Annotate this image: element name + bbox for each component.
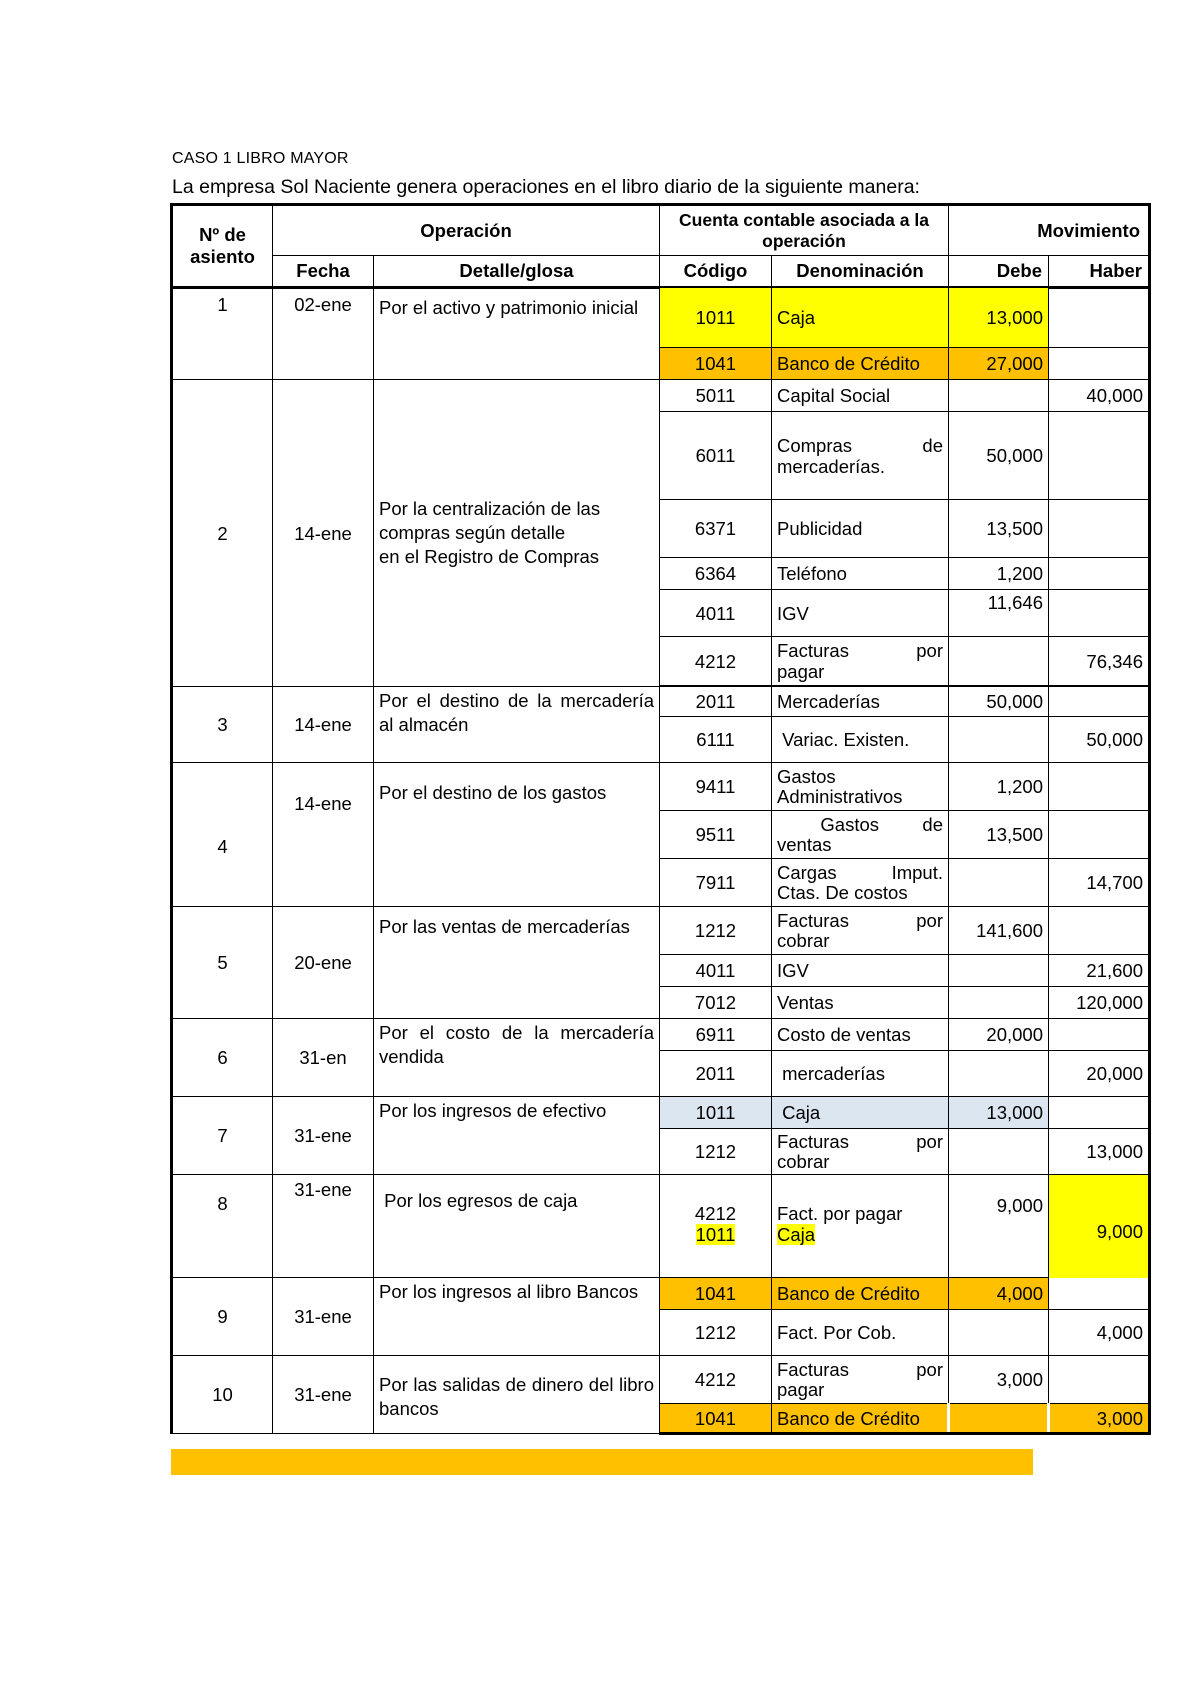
account-code: 6111 <box>660 717 772 763</box>
account-code: 7911 <box>660 859 772 907</box>
entry-detail: Por los ingresos de efectivo <box>374 1097 660 1175</box>
table-row <box>172 288 1150 348</box>
debit-amount: 20,000 <box>949 1019 1049 1051</box>
entry-date: 14-ene <box>273 687 374 763</box>
credit-amount <box>1049 558 1150 590</box>
table-row <box>172 907 1150 955</box>
account-name: mercaderías <box>772 1051 949 1097</box>
account-code: 4011 <box>660 955 772 987</box>
account-name-line2: cobrar <box>777 929 830 951</box>
account-name-line1: Facturas por <box>777 640 943 661</box>
account-name-line1: Gastos de <box>777 813 943 835</box>
account-code-line1: 4212 <box>694 1203 737 1224</box>
credit-amount <box>1049 811 1150 859</box>
account-code-line2: 1011 <box>695 1224 736 1245</box>
entry-number: 1 <box>172 288 273 380</box>
entry-number: 6 <box>172 1019 273 1097</box>
account-name: Caja <box>772 288 949 348</box>
account-name-line2: Ctas. De costos <box>777 881 908 903</box>
header-movimiento: Movimiento <box>949 205 1150 256</box>
account-code: 2011 <box>660 1051 772 1097</box>
credit-amount <box>1049 1278 1150 1310</box>
entry-detail: Por los ingresos al libro Bancos <box>374 1278 660 1356</box>
account-code: 1041 <box>660 1404 772 1434</box>
entry-detail: Por las ventas de mercaderías <box>374 907 660 1019</box>
credit-amount <box>1049 1019 1150 1051</box>
account-code: 6011 <box>660 412 772 500</box>
entry-number: 7 <box>172 1097 273 1175</box>
debit-amount: 1,200 <box>949 763 1049 811</box>
credit-amount: 21,600 <box>1049 955 1150 987</box>
table-row <box>172 1356 1150 1404</box>
debit-amount: 50,000 <box>949 687 1049 717</box>
debit-amount <box>949 1051 1049 1097</box>
entry-date: 31-ene <box>273 1097 374 1175</box>
table-row <box>172 763 1150 811</box>
header-cuenta: Cuenta contable asociada a la operación <box>660 205 949 256</box>
entry-number: 4 <box>172 763 273 907</box>
table-row <box>172 687 1150 717</box>
account-name <box>772 1356 949 1404</box>
credit-amount <box>1049 500 1150 558</box>
entry-detail: Por el destino de los gastos <box>374 763 660 907</box>
credit-amount: 9,000 <box>1049 1175 1150 1278</box>
intro-text: La empresa Sol Naciente genera operaciones en el libro diario de la siguiente manera: <box>172 176 920 198</box>
table-row <box>172 1097 1150 1129</box>
account-name: IGV <box>772 955 949 987</box>
table-row <box>172 380 1150 412</box>
debit-amount <box>949 859 1049 907</box>
entry-number: 10 <box>172 1356 273 1434</box>
account-name: Banco de Crédito <box>772 1278 949 1310</box>
account-name-line2: ventas <box>777 833 832 855</box>
entry-detail-text: Por la centralización de las compras según detalle en el Registro de Compras <box>379 498 601 567</box>
account-code: 6371 <box>660 500 772 558</box>
orange-highlight-bar <box>171 1449 1033 1475</box>
account-name <box>772 907 949 955</box>
account-code: 5011 <box>660 380 772 412</box>
account-name-line1: Facturas por <box>777 1130 943 1152</box>
account-name-line1: Facturas por <box>777 909 943 931</box>
entry-detail: Por el destino de la mercadería al almacén <box>374 687 660 763</box>
header-fecha: Fecha <box>273 256 374 288</box>
debit-amount: 4,000 <box>949 1278 1049 1310</box>
credit-amount <box>1049 1356 1150 1404</box>
debit-amount: 9,000 <box>949 1175 1049 1278</box>
account-name-line2: Administrativos <box>777 785 903 807</box>
debit-amount: 141,600 <box>949 907 1049 955</box>
account-name-line2: mercaderías. <box>777 455 885 477</box>
credit-amount: 3,000 <box>1049 1404 1150 1434</box>
account-name-line1: Cargas Imput. <box>777 861 943 883</box>
entry-detail: Por el costo de la mercadería vendida <box>374 1019 660 1097</box>
journal-header <box>170 203 1151 289</box>
account-code: 9411 <box>660 763 772 811</box>
account-name <box>772 859 949 907</box>
account-code: 1041 <box>660 348 772 380</box>
account-code: 1212 <box>660 1310 772 1356</box>
account-code: 4212 <box>660 637 772 686</box>
credit-amount <box>1049 412 1150 500</box>
entry-number: 2 <box>172 380 273 687</box>
entry-detail: Por los egresos de caja <box>374 1175 660 1278</box>
entry-date: 14-ene <box>273 380 374 687</box>
header-detalle: Detalle/glosa <box>374 256 660 288</box>
account-code: 1212 <box>660 1129 772 1175</box>
header-haber: Haber <box>1049 256 1150 288</box>
account-code: 7012 <box>660 987 772 1019</box>
credit-amount <box>1049 687 1150 717</box>
table-row <box>172 1175 1150 1278</box>
entry-detail: Por las salidas de dinero del libro bancos <box>374 1356 660 1434</box>
credit-amount: 76,346 <box>1049 637 1150 686</box>
account-code: 1011 <box>660 288 772 348</box>
account-code <box>660 1175 772 1278</box>
table-row <box>172 1278 1150 1310</box>
account-code: 6364 <box>660 558 772 590</box>
credit-amount <box>1049 348 1150 380</box>
account-code: 9511 <box>660 811 772 859</box>
account-name: Caja <box>772 1097 949 1129</box>
header-asiento: Nº de asiento <box>172 205 273 288</box>
account-code: 4212 <box>660 1356 772 1404</box>
account-name-line2: cobrar <box>777 1150 830 1172</box>
entry-detail: Por el activo y patrimonio inicial <box>374 288 660 380</box>
account-name: Variac. Existen. <box>772 717 949 763</box>
account-name-line2: pagar <box>777 1378 825 1400</box>
account-name: Teléfono <box>772 558 949 590</box>
credit-amount <box>1049 288 1150 348</box>
account-name <box>772 811 949 859</box>
account-name-line1: Gastos <box>777 765 836 787</box>
debit-amount <box>949 637 1049 686</box>
credit-amount: 20,000 <box>1049 1051 1150 1097</box>
credit-amount <box>1049 763 1150 811</box>
account-code: 1212 <box>660 907 772 955</box>
credit-amount: 50,000 <box>1049 717 1150 763</box>
account-name <box>772 763 949 811</box>
header-operacion: Operación <box>273 205 660 256</box>
debit-amount <box>949 717 1049 763</box>
entry-date: 31-en <box>273 1019 374 1097</box>
header-codigo: Código <box>660 256 772 288</box>
account-name-line1: Compras de <box>777 434 943 456</box>
debit-amount: 1,200 <box>949 558 1049 590</box>
debit-amount <box>949 1310 1049 1356</box>
credit-amount <box>1049 590 1150 637</box>
credit-amount <box>1049 1097 1150 1129</box>
account-name: Mercaderías <box>772 687 949 717</box>
debit-amount: 3,000 <box>949 1356 1049 1404</box>
entry-number: 3 <box>172 687 273 763</box>
credit-amount: 40,000 <box>1049 380 1150 412</box>
credit-amount: 14,700 <box>1049 859 1150 907</box>
credit-amount: 4,000 <box>1049 1310 1150 1356</box>
entry-number: 8 <box>172 1175 273 1278</box>
table-row <box>172 1019 1150 1051</box>
account-name-line2: Caja <box>777 1224 816 1245</box>
credit-amount: 120,000 <box>1049 987 1150 1019</box>
account-name: Publicidad <box>772 500 949 558</box>
credit-amount: 13,000 <box>1049 1129 1150 1175</box>
account-name <box>772 1129 949 1175</box>
journal-body <box>170 287 1151 1435</box>
account-name <box>772 637 949 686</box>
debit-amount <box>949 1404 1049 1434</box>
entry-date: 02-ene <box>273 288 374 380</box>
debit-amount: 27,000 <box>949 348 1049 380</box>
account-code: 1011 <box>660 1097 772 1129</box>
debit-amount <box>949 1129 1049 1175</box>
account-name-line1: Facturas por <box>777 1358 943 1380</box>
entry-detail <box>374 380 660 687</box>
entry-number: 9 <box>172 1278 273 1356</box>
debit-amount <box>949 987 1049 1019</box>
debit-amount <box>949 380 1049 412</box>
entry-date: 31-ene <box>273 1278 374 1356</box>
account-name: Costo de ventas <box>772 1019 949 1051</box>
debit-amount: 13,000 <box>949 288 1049 348</box>
entry-number: 5 <box>172 907 273 1019</box>
header-debe: Debe <box>949 256 1049 288</box>
account-code: 1041 <box>660 1278 772 1310</box>
account-name-line1: Fact. por pagar <box>777 1203 903 1224</box>
debit-amount: 13,000 <box>949 1097 1049 1129</box>
debit-amount: 13,500 <box>949 811 1049 859</box>
debit-amount: 50,000 <box>949 412 1049 500</box>
account-name: IGV <box>772 590 949 637</box>
credit-amount <box>1049 907 1150 955</box>
case-title: CASO 1 LIBRO MAYOR <box>172 150 349 167</box>
entry-date: 31-ene <box>273 1356 374 1434</box>
debit-amount <box>949 955 1049 987</box>
account-code: 4011 <box>660 590 772 637</box>
account-name <box>772 1175 949 1278</box>
account-name: Fact. Por Cob. <box>772 1310 949 1356</box>
account-name: Banco de Crédito <box>772 1404 949 1434</box>
entry-date: 31-ene <box>273 1175 374 1278</box>
account-code: 2011 <box>660 687 772 717</box>
header-denominacion: Denominación <box>772 256 949 288</box>
entry-date: 14-ene <box>273 763 374 907</box>
debit-amount: 11,646 <box>949 590 1049 637</box>
debit-amount: 13,500 <box>949 500 1049 558</box>
account-code: 6911 <box>660 1019 772 1051</box>
account-name: Banco de Crédito <box>772 348 949 380</box>
entry-date: 20-ene <box>273 907 374 1019</box>
account-name: Ventas <box>772 987 949 1019</box>
account-name-line2: pagar <box>777 661 825 682</box>
account-name: Capital Social <box>772 380 949 412</box>
account-name <box>772 412 949 500</box>
